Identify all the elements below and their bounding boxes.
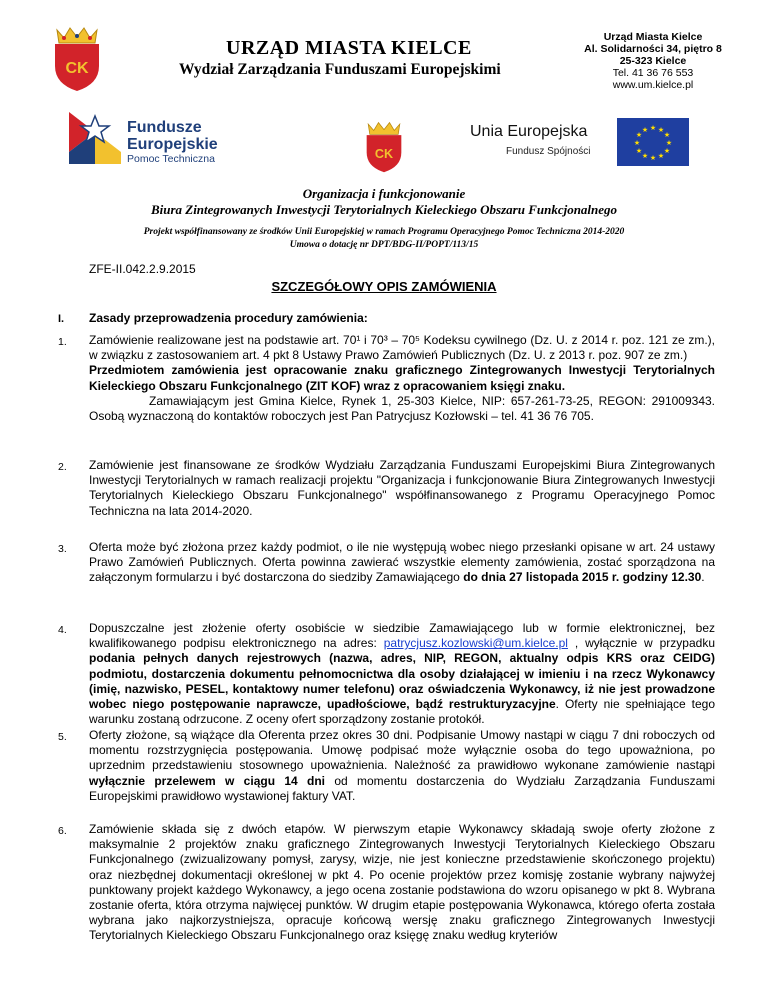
- address-line3: 25-323 Kielce: [619, 55, 687, 67]
- item-5-closing: od momentu dostarczenia do Wydziału Zarządzania Funduszami Europejskimi prawidłowo wystawionej faktury VAT.: [89, 773, 715, 803]
- svg-text:★: ★: [657, 126, 665, 134]
- svg-text:★: ★: [663, 147, 671, 155]
- item-number-4: 4.: [58, 624, 67, 636]
- svg-text:★: ★: [641, 126, 649, 134]
- item-number-5: 5.: [58, 731, 67, 743]
- svg-text:★: ★: [649, 154, 657, 162]
- fe-logo-text: [127, 119, 218, 153]
- section-number: I.: [58, 313, 65, 325]
- svg-text:★: ★: [663, 131, 671, 139]
- kielce-crest-small-logo: [364, 121, 404, 173]
- svg-text:★: ★: [657, 152, 665, 160]
- item-6-text: Zamówienie składa się z dwóch etapów. W pierwszym etapie Wykonawcy składają swoje oferty złożone z maksymalnie 2 projektów znaku graficznego Zintegrowanych Inwestycji Terytorialnych Kieleckiego Obszaru Funkcjonalnego (zwizualizowany pomysł, zarysy, wizje, nie jest konieczne przedstawienie skończonego projektu) oraz niezbędnej dokumentacji określonej w pkt 4. Po ocenie projektów przez komisję zostanie wybrany najwyżej punktowany projekt każdego Wykonawcy, a jego ocena zostanie podstawiona do wzoru opisanego w pkt 8. Wybrana zostanie oferta, która otrzyma najwięcej punktów. W drugim etapie postępowania Wykonawca, którego oferta została wybrana jako najkorzystniejsza, opracuje końcową wersję znaku graficznego Zintegrowanych Inwestycji Terytorialnych Kieleckiego Obszaru Funkcjonalnego oraz księgę znaku według kryteriów: [89, 822, 715, 943]
- item-3-text: Oferta może być złożona przez każdy podmiot, o ile nie występują wobec niego przesłanki opisane w art. 24 ustawy Prawo Zamówień Publicznych. Oferta powinna zawierać wszystkie elementy zamówienia, zostać sporządzona na załączonym formularzu i być dostarczona do siedziby Zamawiającego: [89, 540, 715, 585]
- item-number-2: 2.: [58, 461, 67, 473]
- svg-text:★: ★: [635, 131, 643, 139]
- department-name: Wydział Zarządzania Funduszami Europejskimi: [179, 61, 501, 78]
- svg-text:★: ★: [635, 147, 643, 155]
- section-title: Zasady przeprowadzenia procedury zamówienia:: [89, 311, 368, 325]
- svg-text:★: ★: [649, 124, 657, 132]
- address-line4: Tel. 41 36 76 553: [612, 67, 694, 79]
- svg-text:★: ★: [641, 152, 649, 160]
- svg-text:★: ★: [665, 139, 673, 147]
- project-note-line2: Umowa o dotację nr DPT/BDG-II/POPT/113/15: [289, 240, 479, 250]
- item-1-text: Zamówienie realizowane jest na podstawie art. 70¹ i 70³ – 70⁵ Kodeksu cywilnego (Dz. U. z 2014 r. poz. 121 ze zm.), w związku z zastosowaniem art. 4 pkt 8 Ustawy Prawo Zamówień Publicznych (Dz. U. z 2013 r. poz. 907 ze zm.): [89, 333, 715, 363]
- item-5-payment: wyłącznie przelewem w ciągu 14 dni: [89, 773, 326, 788]
- eu-subtitle: Fundusz Spójności: [506, 146, 591, 157]
- item-4-closing: . Oferty nie spełniające tego warunku zostaną odrzucone. Z oceny ofert sporządzony zostanie protokół.: [89, 697, 715, 727]
- item-3-deadline: do dnia 27 listopada 2015 r. godziny 12.30: [463, 570, 702, 585]
- item-4: Dopuszczalne jest złożenie oferty osobiście w siedzibie Zamawiającego lub w formie elektronicznej, bez kwalifikowanego podpisu elektronicznego na adres: patrycjusz.kozlowski@um.kielce.pl , wyłącznie w przypadku podania pełnych danych rejestrowych (nazwa, adres, NIP, REGON, aktualny odpis KRS oraz CEIDG) podmiotu, dostarczenia dokumentu pełnomocnictwa dla osoby działającej w imieniu i na rzecz Wykonawcy (imię, nazwisko, PESEL, kontaktowy numer telefonu) oraz oświadczenia Wykonawcy, iż nie jest prowadzone wobec niego postępowanie naprawcze, upadłościowe, bądź restrukturyzacyjne. Oferty nie spełniające tego warunku zostaną odrzucone. Z oceny ofert sporządzony zostanie protokół.: [89, 621, 715, 727]
- eu-flag-icon: [617, 118, 689, 166]
- svg-text:★: ★: [633, 139, 641, 147]
- item-5: [89, 728, 715, 804]
- crest-letters: CK: [65, 60, 89, 77]
- contact-email-link[interactable]: patrycjusz.kozlowski@um.kielce.pl: [383, 636, 568, 651]
- address-line1: Urząd Miasta Kielce: [603, 31, 703, 43]
- fe-line1: Fundusze: [127, 119, 202, 136]
- document-title: SZCZEGÓŁOWY OPIS ZAMÓWIENIA: [271, 279, 497, 294]
- kielce-crest-logo: [52, 26, 102, 92]
- item-number-6: 6.: [58, 825, 67, 837]
- fe-line2: Europejskie: [127, 136, 218, 153]
- address-line2: Al. Solidarności 34, piętro 8: [584, 43, 722, 55]
- org-heading-line2: Biura Zintegrowanych Inwestycji Terytorialnych Kieleckiego Obszaru Funkcjonalnego: [150, 202, 618, 217]
- office-title: URZĄD MIASTA KIELCE: [226, 37, 472, 59]
- eu-title: Unia Europejska: [470, 123, 588, 140]
- project-note-line1: Projekt współfinansowany ze środków Unii Europejskiej w ramach Programu Operacyjnego Pomoc Techniczna 2014-2020: [143, 227, 625, 237]
- fundusze-europejskie-logo-mark: [69, 112, 121, 164]
- item-1-contracting: Zamawiającym jest Gmina Kielce, Rynek 1, 25-303 Kielce, NIP: 657-261-73-25, REGON: 291009343. Osobą wyznaczoną do kontaktów roboczych jest Pan Patrycjusz Kozłowski – tel. 41 36 76 705.: [89, 393, 715, 424]
- item-1-subject: Przedmiotem zamówienia jest opracowanie znaku graficznego Zintegrowanych Inwestycji Terytorialnych Kieleckiego Obszaru Funkcjonalnego (ZIT KOF) wraz z opracowaniem księgi znaku.: [89, 363, 715, 393]
- crest-small-letters: CK: [374, 147, 394, 162]
- address-line5: www.um.kielce.pl: [612, 79, 694, 91]
- item-number-3: 3.: [58, 543, 67, 555]
- item-4-text: Dopuszczalne jest złożenie oferty osobiście w siedzibie Zamawiającego lub w formie elektronicznej, bez kwalifikowanego podpisu elektronicznego na adres:: [89, 621, 715, 651]
- office-address: [578, 31, 728, 91]
- item-number-1: 1.: [58, 336, 67, 348]
- reference-number: ZFE-II.042.2.9.2015: [89, 262, 196, 276]
- item-2-text: Zamówienie jest finansowane ze środków Wydziału Zarządzania Funduszami Europejskimi Biura Zintegrowanych Inwestycji Terytorialnych w ramach realizacji projektu "Organizacja i funkcjonowanie Biura Zintegrowanych Inwestycji Terytorialnych Kieleckiego Obszaru Funkcjonalnego" współfinansowanego z Programu Operacyjnego Pomoc Techniczna na lata 2014-2020.: [89, 458, 715, 518]
- org-heading-line1: Organizacja i funkcjonowanie: [302, 186, 466, 201]
- item-3: Oferta może być złożona przez każdy podmiot, o ile nie występują wobec niego przesłanki opisane w art. 24 ustawy Prawo Zamówień Publicznych. Oferta powinna zawierać wszystkie elementy zamówienia, zostać sporządzona na załączonym formularzu i być dostarczona do siedziby Zamawiającego do dnia 27 listopada 2015 r. godziny 12.30.: [89, 540, 715, 585]
- item-4-requirements: podania pełnych danych rejestrowych (nazwa, adres, NIP, REGON, aktualny odpis KRS oraz CEIDG) podmiotu, dostarczenia dokumentu pełnomocnictwa dla osoby działającej w imieniu i na rzecz Wykonawcy (imię, nazwisko, PESEL, kontaktowy numer telefonu) oraz oświadczenia Wykonawcy, iż nie jest prowadzone wobec niego postępowanie naprawcze, upadłościowe, bądź restrukturyzacyjne: [89, 651, 715, 712]
- fe-logo-subtitle: Pomoc Techniczna: [127, 153, 215, 165]
- item-5-text: Oferty złożone, są wiążące dla Oferenta przez okres 30 dni. Podpisanie Umowy nastąpi w ciągu 7 dni roboczych od momentu rozstrzygnięcia postępowania. Umowę podpisać może wyłącznie osoba do tego upoważniona, po uprzednim przedstawieniu stosownego upoważnienia. Należność za prawidłowo wykonane zamówienie nastąpi: [89, 728, 715, 773]
- item-1: [89, 333, 715, 424]
